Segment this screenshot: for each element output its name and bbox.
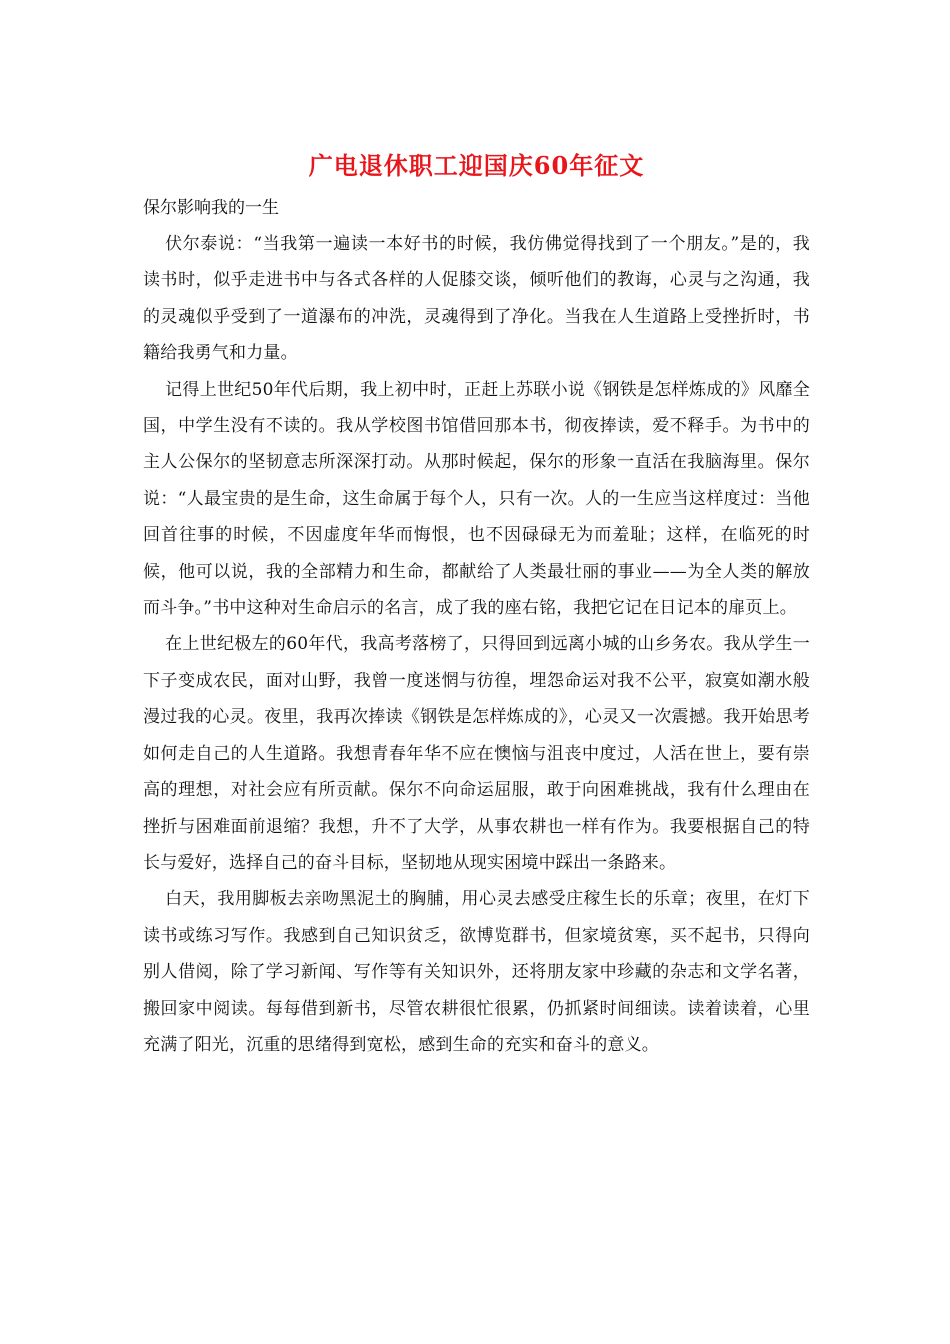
paragraph-1: 伏尔泰说：“当我第一遍读一本好书的时候，我仿佛觉得找到了一个朋友。”是的，我读书时，似乎走进书中与各式各样的人促膝交谈，倾听他们的教诲，心灵与之沟通，我的灵魂似乎受到了一道瀑布的冲洗，灵魂得到了净化。当我在人生道路上受挫折时，书籍给我勇气和力量。 bbox=[143, 234, 810, 364]
document-subtitle: 保尔影响我的一生 bbox=[143, 198, 279, 218]
paragraph-2: 记得上世纪50年代后期，我上初中时，正赶上苏联小说《钢铁是怎样炼成的》风靡全国，中学生没有不读的。我从学校图书馆借回那本书，彻夜捧读，爱不释手。为书中的主人公保尔的坚韧意志所深深打动。从那时候起，保尔的形象一直活在我脑海里。保尔说：“人最宝贵的是生命，这生命属于每个人，只有一次。人的一生应当这样度过：当他回首往事的时候，不因虚度年华而悔恨，也不因碌碌无为而羞耻；这样，在临死的时候，他可以说，我的全部精力和生命，都献给了人类最壮丽的事业——为全人类的解放而斗争。”书中这种对生命启示的名言，成了我的座右铭，我把它记在日记本的扉页上。 bbox=[143, 379, 810, 619]
paragraph-3: 在上世纪极左的60年代，我高考落榜了，只得回到远离小城的山乡务农。我从学生一下子变成农民，面对山野，我曾一度迷惘与彷徨，埋怨命运对我不公平，寂寞如潮水般漫过我的心灵。夜里，我再次捧读《钢铁是怎样炼成的》，心灵又一次震撼。我开始思考如何走自己的人生道路。我想青春年华不应在懊恼与沮丧中度过，人活在世上，要有崇高的理想，对社会应有所贡献。保尔不向命运屈服，敢于向困难挑战，我有什么理由在挫折与困难面前退缩？我想，升不了大学，从事农耕也一样有作为。我要根据自己的特长与爱好，选择自己的奋斗目标，坚韧地从现实困境中踩出一条路来。 bbox=[143, 634, 810, 873]
document-title: 广电退休职工迎国庆60年征文 bbox=[308, 151, 645, 180]
document-body bbox=[143, 148, 810, 1063]
paragraph-4: 白天，我用脚板去亲吻黑泥土的胸脯，用心灵去感受庄稼生长的乐章；夜里，在灯下读书或练习写作。我感到自己知识贫乏，欲博览群书，但家境贫寒，买不起书，只得向别人借阅，除了学习新闻、写作等有关知识外，还将朋友家中珍藏的杂志和文学名著，搬回家中阅读。每每借到新书，尽管农耕很忙很累，仍抓紧时间细读。读着读着，心里充满了阳光，沉重的思绪得到宽松，感到生命的充实和奋斗的意义。 bbox=[143, 889, 810, 1055]
